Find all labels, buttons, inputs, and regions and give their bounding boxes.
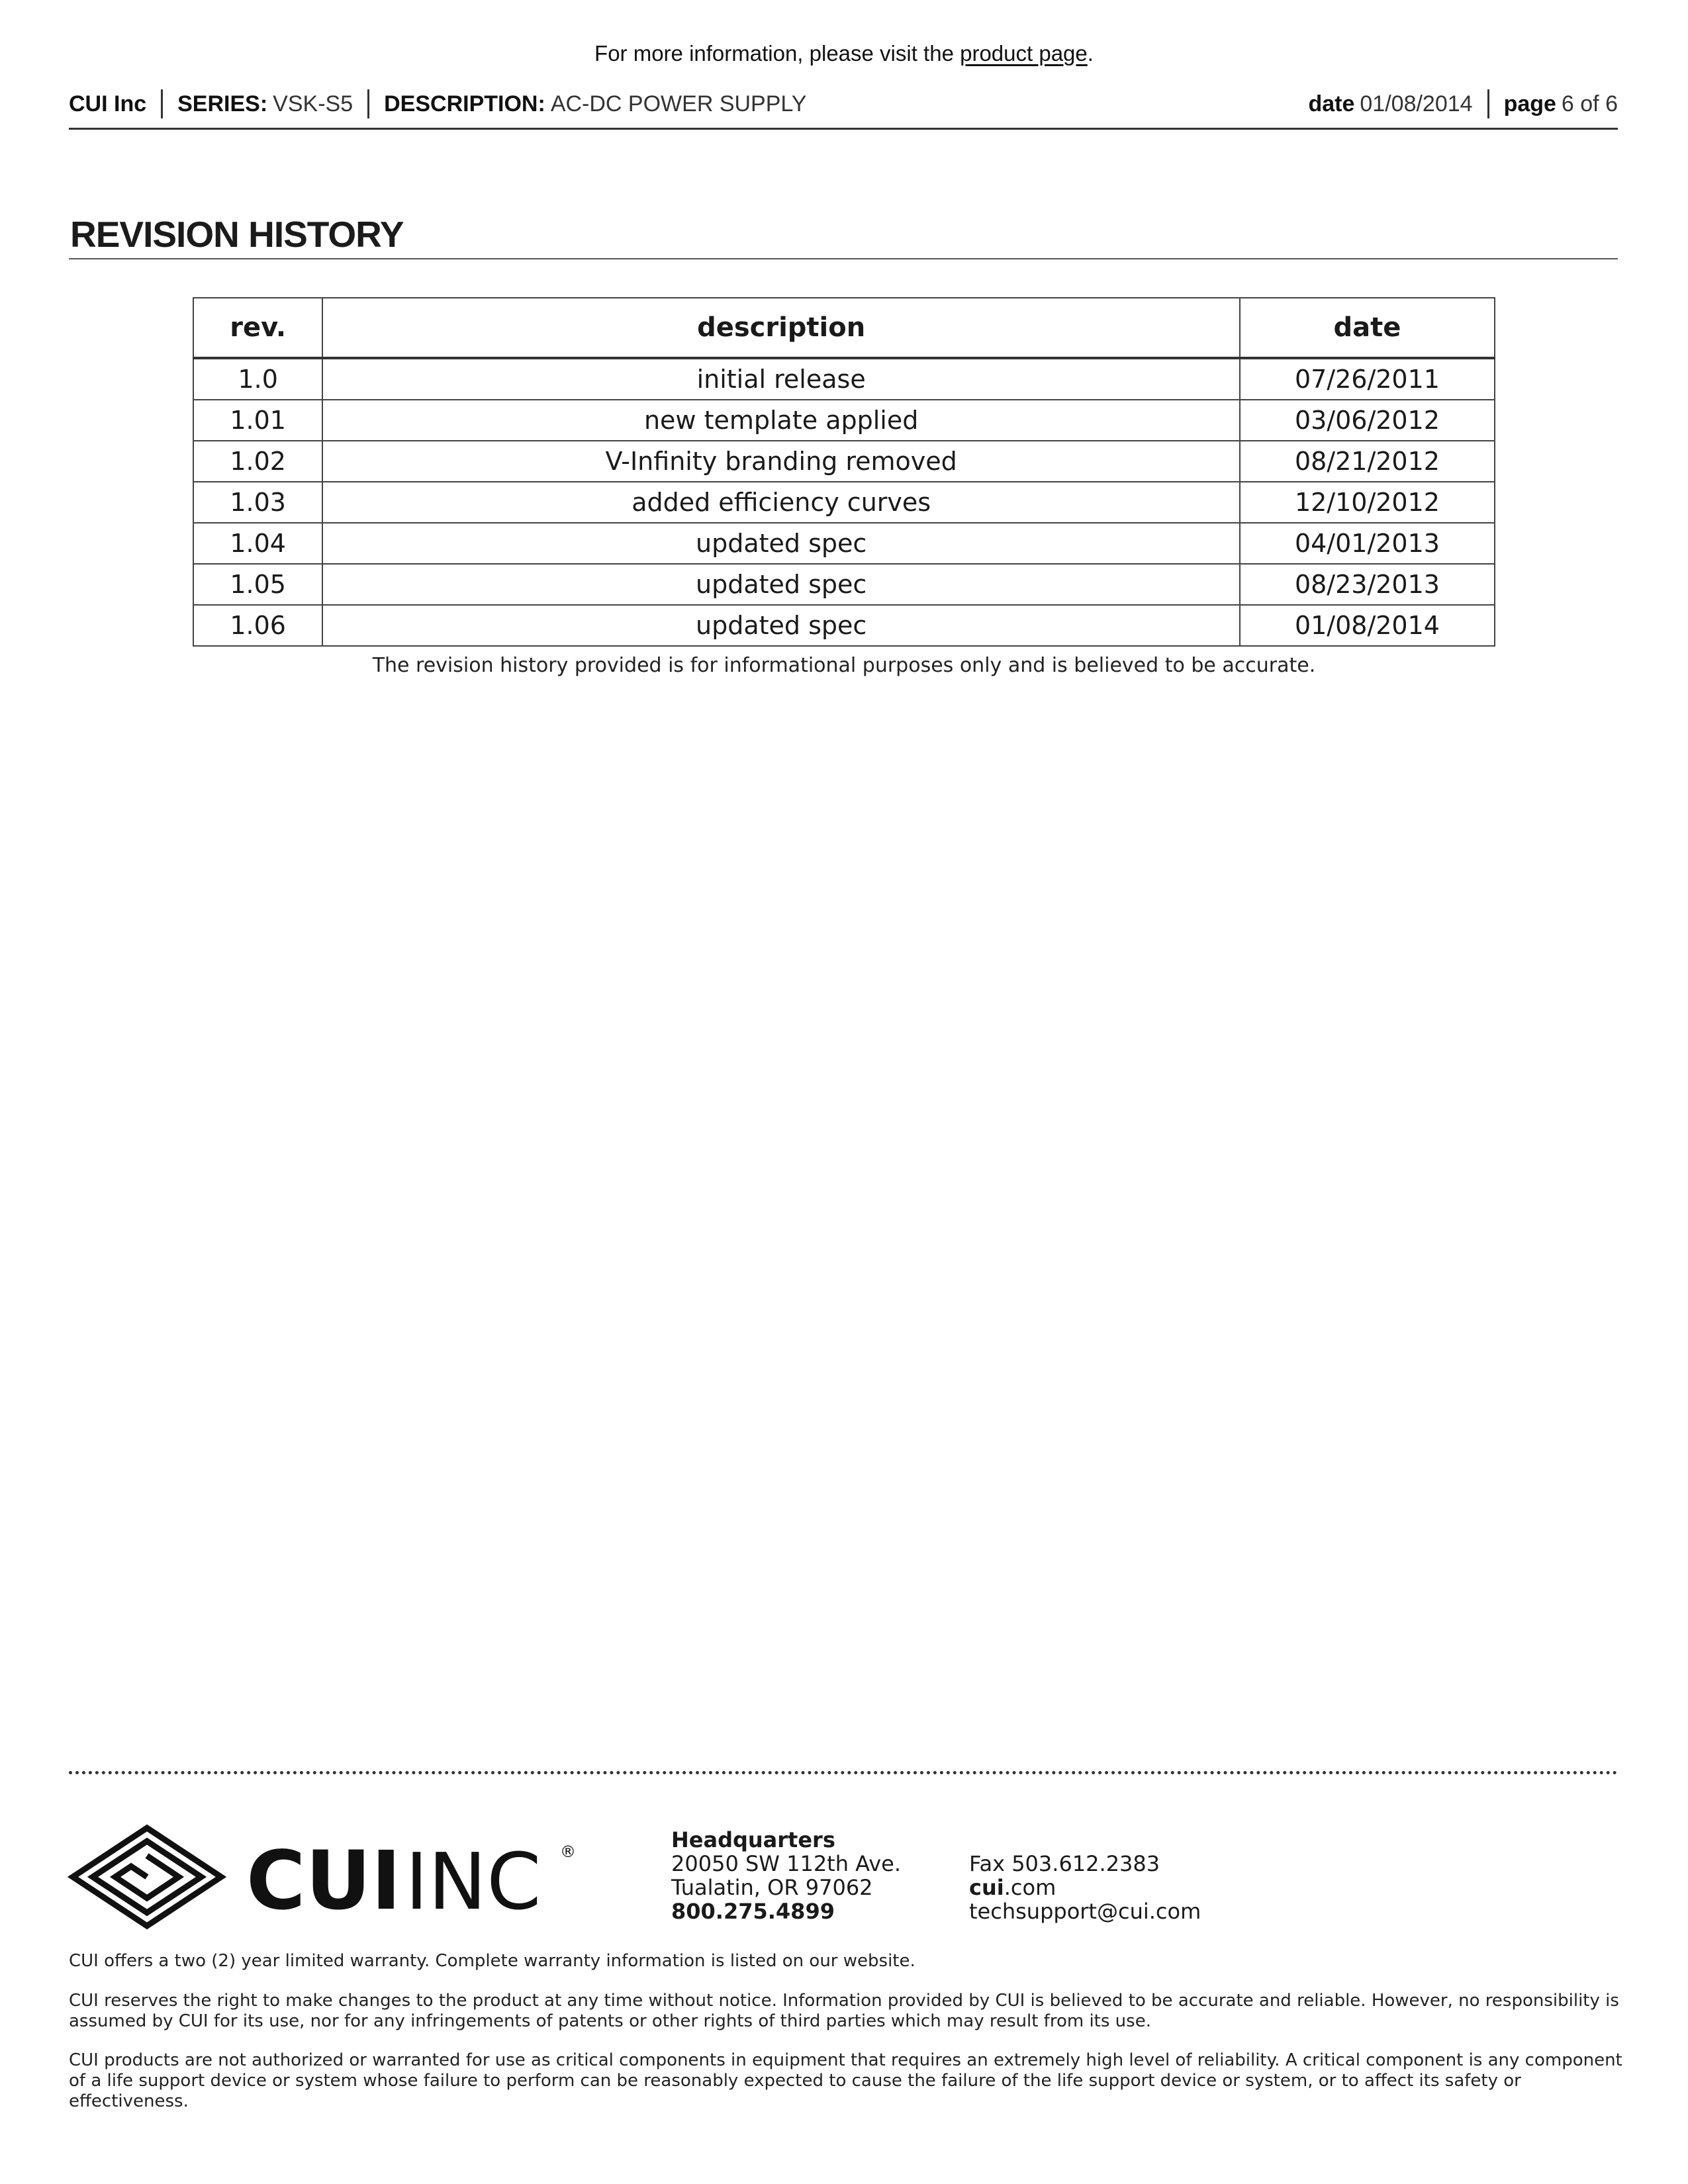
revision-history-table xyxy=(193,297,1495,647)
company-name: CUI Inc xyxy=(69,91,147,116)
table-row xyxy=(193,523,1495,564)
support-email[interactable]: techsupport@cui.com xyxy=(969,1899,1201,1924)
column-header-date: date xyxy=(1240,298,1495,358)
rev-cell: 1.04 xyxy=(193,523,322,564)
footer-dotted-rule xyxy=(69,1771,1618,1774)
warranty-statement: CUI offers a two (2) year limited warranty. Complete warranty information is listed on our website. xyxy=(69,1951,915,1971)
column-header-rev: rev. xyxy=(193,298,322,358)
header-rule xyxy=(69,128,1618,130)
banner-prefix: For more information, please visit the xyxy=(594,41,954,66)
product-info-banner xyxy=(0,41,1688,66)
header-divider xyxy=(161,89,163,118)
page-value: 6 of 6 xyxy=(1561,91,1618,116)
headquarters-address-line2: Tualatin, OR 97062 xyxy=(671,1875,873,1900)
section-title: REVISION HISTORY xyxy=(70,214,404,255)
headquarters-phone: 800.275.4899 xyxy=(671,1899,835,1924)
description-cell: added efficiency curves xyxy=(322,482,1240,523)
description-cell: updated spec xyxy=(322,564,1240,605)
cui-emblem-icon xyxy=(73,1828,221,1926)
registered-mark: ® xyxy=(560,1843,576,1861)
date-cell: 04/01/2013 xyxy=(1240,523,1495,564)
table-row xyxy=(193,605,1495,646)
series-label: SERIES: xyxy=(177,91,268,116)
headquarters-address-line1: 20050 SW 112th Ave. xyxy=(671,1851,901,1876)
description-label: DESCRIPTION: xyxy=(384,91,545,116)
headquarters-block xyxy=(671,1828,901,1923)
rev-cell: 1.0 xyxy=(193,358,322,400)
table-row xyxy=(193,400,1495,441)
fax-number: Fax 503.612.2383 xyxy=(969,1851,1160,1876)
table-header-row xyxy=(193,298,1495,358)
website-domain-bold: cui xyxy=(969,1875,1004,1900)
date-cell: 01/08/2014 xyxy=(1240,605,1495,646)
website-link[interactable] xyxy=(969,1876,1201,1899)
headquarters-title: Headquarters xyxy=(671,1827,835,1852)
disclaimer-statement: CUI reserves the right to make changes to the product at any time without notice. Information provided by CUI is believed to be accurate and reliable. However, no responsibility is assumed by CUI for its use, nor for any infringements of patents or other rights of third parties which may result from its use. xyxy=(69,1991,1619,2031)
revision-note: The revision history provided is for informational purposes only and is believed to be accurate. xyxy=(372,654,1316,677)
critical-use-statement: CUI products are not authorized or warranted for use as critical components in equipment that requires an extremely high level of reliability. A critical component is any component of a life support device or system whose failure to perform can be reasonably expected to cause the failure of the life support device or system, or to affect its safety or effectiveness. xyxy=(69,2050,1622,2111)
series-value: VSK-S5 xyxy=(273,91,353,116)
logo-text-inc: INC xyxy=(405,1836,541,1927)
date-value: 01/08/2014 xyxy=(1360,91,1473,116)
table-row xyxy=(193,358,1495,400)
rev-cell: 1.01 xyxy=(193,400,322,441)
date-cell: 08/21/2012 xyxy=(1240,441,1495,482)
banner-suffix: . xyxy=(1087,41,1094,66)
website-domain-suffix: .com xyxy=(1004,1875,1056,1900)
header-divider xyxy=(367,89,369,118)
logo-text-cui: CUI xyxy=(246,1834,401,1928)
description-cell: V-Infinity branding removed xyxy=(322,441,1240,482)
date-cell: 08/23/2013 xyxy=(1240,564,1495,605)
date-cell: 12/10/2012 xyxy=(1240,482,1495,523)
table-row xyxy=(193,441,1495,482)
header-right xyxy=(1308,89,1618,118)
description-cell: updated spec xyxy=(322,523,1240,564)
description-cell: updated spec xyxy=(322,605,1240,646)
page-label: page xyxy=(1503,91,1556,116)
date-cell: 03/06/2012 xyxy=(1240,400,1495,441)
description-cell: new template applied xyxy=(322,400,1240,441)
rev-cell: 1.03 xyxy=(193,482,322,523)
document-header xyxy=(69,87,1618,120)
rev-cell: 1.02 xyxy=(193,441,322,482)
header-divider xyxy=(1487,89,1489,118)
description-value: AC-DC POWER SUPPLY xyxy=(550,91,807,116)
date-cell: 07/26/2011 xyxy=(1240,358,1495,400)
product-page-link[interactable]: product page xyxy=(960,41,1088,66)
table-row xyxy=(193,564,1495,605)
cui-logo xyxy=(69,1821,576,1934)
section-rule xyxy=(69,258,1618,259)
contact-block xyxy=(969,1852,1201,1923)
table-row xyxy=(193,482,1495,523)
date-label: date xyxy=(1308,91,1355,116)
rev-cell: 1.06 xyxy=(193,605,322,646)
column-header-description: description xyxy=(322,298,1240,358)
header-left xyxy=(69,89,806,118)
description-cell: initial release xyxy=(322,358,1240,400)
rev-cell: 1.05 xyxy=(193,564,322,605)
